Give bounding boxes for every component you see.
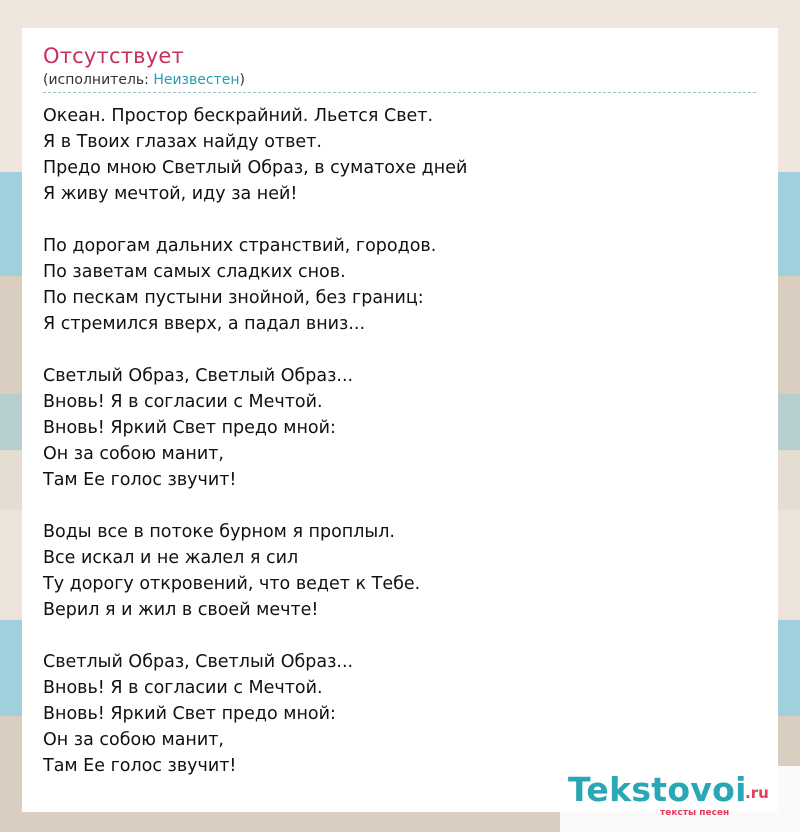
- artist-line: [43, 70, 756, 93]
- artist-prefix: (исполнитель:: [43, 72, 154, 88]
- lyrics-line: Воды все в потоке бурном я проплыл.: [43, 522, 395, 542]
- lyrics-line: Вновь! Я в согласии с Мечтой.: [43, 392, 323, 412]
- lyrics-line: Вновь! Яркий Свет предо мной:: [43, 418, 336, 438]
- logo-tld: .ru: [745, 784, 769, 802]
- lyrics-line: По пескам пустыни знойной, без границ:: [43, 288, 424, 308]
- lyrics-line: По дорогам дальних странствий, городов.: [43, 236, 437, 256]
- artist-suffix: ): [239, 72, 245, 88]
- lyrics-line: Верил я и жил в своей мечте!: [43, 600, 319, 620]
- lyrics-line: Ту дорогу откровений, что ведет к Тебе.: [43, 574, 421, 594]
- lyrics-line: Океан. Простор бескрайний. Льется Свет.: [43, 106, 434, 126]
- artist-link[interactable]: Неизвестен: [153, 72, 240, 88]
- logo-wordmark: Tekstovoi: [568, 770, 747, 809]
- lyrics-line: Там Ее голос звучит!: [43, 756, 237, 776]
- lyrics-line: Предо мною Светлый Образ, в суматохе дней: [43, 158, 468, 178]
- lyrics-line: По заветам самых сладких снов.: [43, 262, 346, 282]
- lyrics-stanza: [43, 233, 756, 337]
- lyrics-card: [22, 28, 778, 812]
- lyrics-line: Я живу мечтой, иду за ней!: [43, 184, 298, 204]
- tekstovoi-logo[interactable]: [560, 766, 800, 832]
- lyrics-line: Вновь! Я в согласии с Мечтой.: [43, 678, 323, 698]
- lyrics-stanza: [43, 519, 756, 623]
- lyrics-line: Вновь! Яркий Свет предо мной:: [43, 704, 336, 724]
- lyrics-line: Он за собою манит,: [43, 444, 224, 464]
- lyrics-line: Я в Твоих глазах найду ответ.: [43, 132, 322, 152]
- lyrics-line: Все искал и не жалел я сил: [43, 548, 299, 568]
- lyrics-stanza: [43, 103, 756, 207]
- lyrics-line: Светлый Образ, Светлый Образ...: [43, 366, 354, 386]
- lyrics-stanza: [43, 649, 756, 779]
- lyrics-line: Он за собою манит,: [43, 730, 224, 750]
- lyrics-line: Светлый Образ, Светлый Образ...: [43, 652, 354, 672]
- lyrics-line: Там Ее голос звучит!: [43, 470, 237, 490]
- logo-subtitle: тексты песен: [660, 808, 730, 818]
- lyrics-line: Я стремился вверх, а падал вниз...: [43, 314, 366, 334]
- lyrics-stanza: [43, 363, 756, 493]
- lyrics-text: [43, 103, 756, 779]
- song-title: Отсутствует: [43, 44, 184, 68]
